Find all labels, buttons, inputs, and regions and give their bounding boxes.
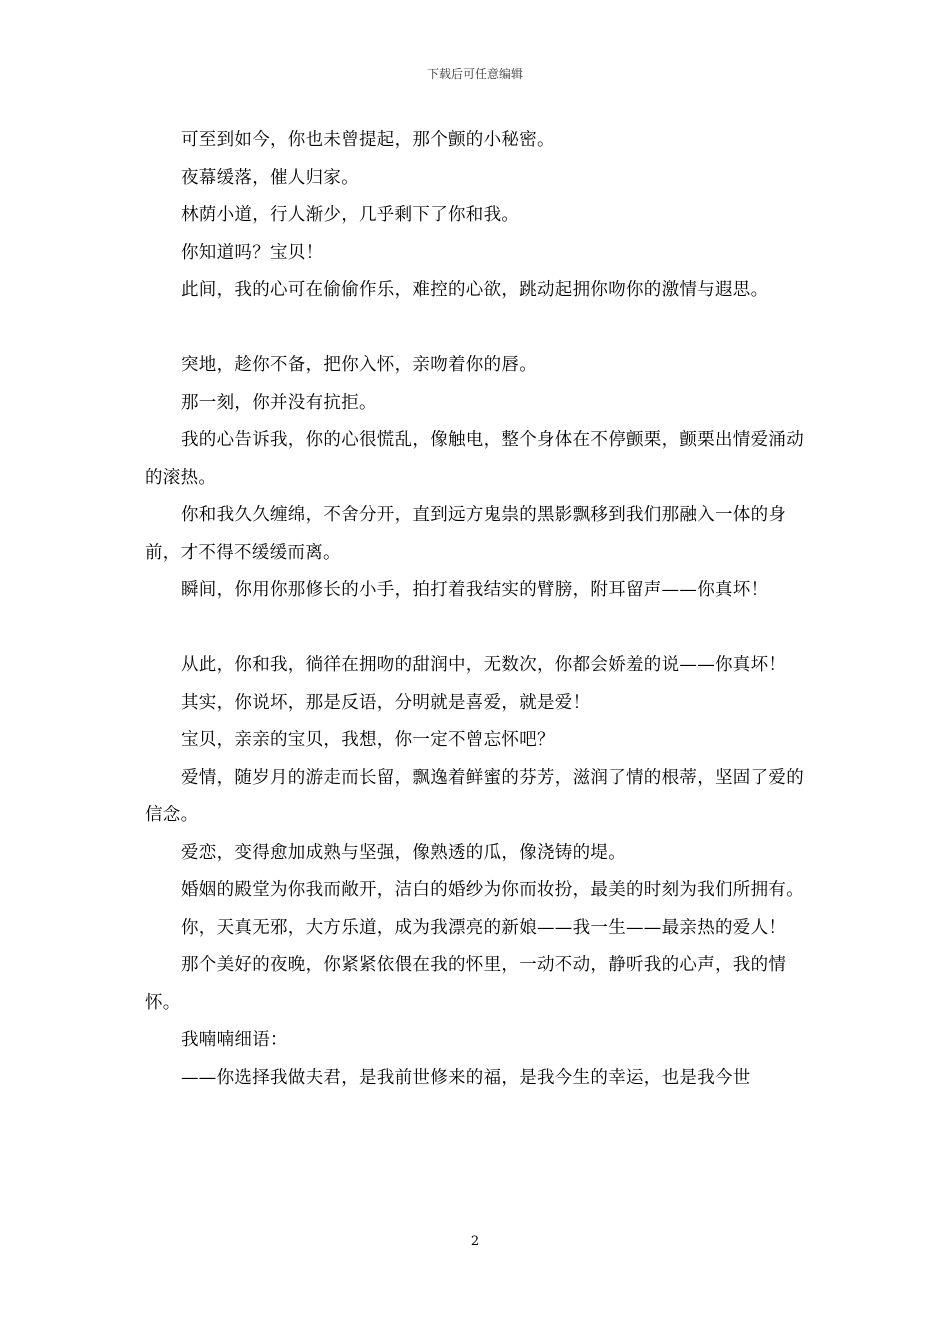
paragraph: 瞬间，你用你那修长的小手，拍打着我结实的臂膀，附耳留声——你真坏！ [181,580,769,600]
paragraph: 你，天真无邪，大方乐道，成为我漂亮的新娘——我一生——最亲热的爱人！ [181,917,787,938]
paragraph: 我的心告诉我，你的心很慌乱，像触电，整个身体在不停颤栗，颤栗出情爱涌动的滚热。 [145,430,804,488]
paragraph: 突地，趁你不备，把你入怀，亲吻着你的唇。 [181,355,537,375]
paragraph: 爱情，随岁月的游走而长留，飘逸着鲜蜜的芬芳，滋润了情的根蒂，坚固了爱的信念。 [145,767,804,825]
paragraph: 你知道吗？宝贝！ [181,242,324,263]
paragraph: 爱恋，变得愈加成熟与坚强，像熟透的瓜，像浇铸的堤。 [181,842,626,863]
paragraph: 那个美好的夜晚，你紧紧依偎在我的怀里，一动不动，静听我的心声，我的情怀。 [145,955,787,1013]
paragraph: 宝贝，亲亲的宝贝，我想，你一定不曾忘怀吧？ [181,730,555,750]
paragraph: 我喃喃细语： [181,1030,288,1050]
paragraph: 林荫小道，行人渐少，几乎剩下了你和我。 [181,205,520,225]
page-number: 2 [470,1234,480,1249]
paragraph: 可至到如今，你也未曾提起，那个颤的小秘密。 [181,130,555,150]
paragraph: 那一刻，你并没有抗拒。 [181,392,377,413]
blank-line [145,310,810,348]
paragraph: 婚姻的殿堂为你我而敞开，洁白的婚纱为你而妆扮，最美的时刻为我们所拥有。 [181,880,804,900]
page-header: 下载后可任意编辑 [426,67,523,81]
document-body [145,122,810,1097]
paragraph: 夜幕缓落，催人归家。 [181,167,359,188]
paragraph: 此间，我的心可在偷偷作乐，难控的心欲，跳动起拥你吻你的激情与遐思。 [181,280,769,300]
paragraph: 你和我久久缠绵，不舍分开，直到远方鬼祟的黑影飘移到我们那融入一体的身前，才不得不缓缓而离。 [145,505,787,563]
blank-line [145,610,810,648]
paragraph: ——你选择我做夫君，是我前世修来的福，是我今生的幸运，也是我今世 [181,1067,751,1088]
paragraph: 其实，你说坏，那是反语，分明就是喜爱，就是爱！ [181,692,591,713]
paragraph: 从此，你和我，徜徉在拥吻的甜润中，无数次，你都会娇羞的说——你真坏！ [181,655,787,675]
